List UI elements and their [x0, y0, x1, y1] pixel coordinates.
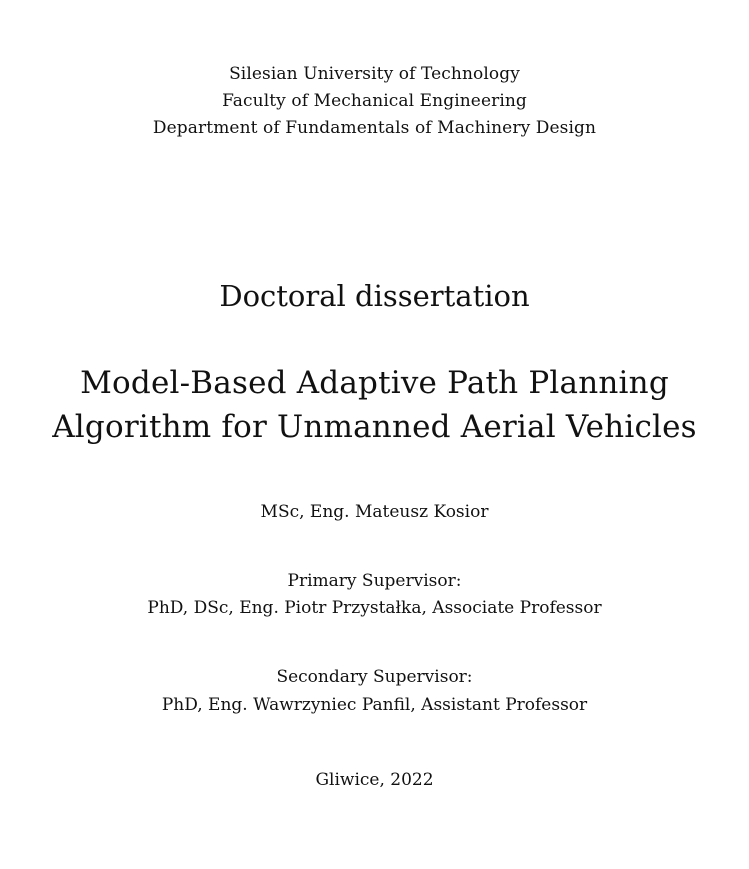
document-type: Doctoral dissertation: [219, 279, 530, 313]
secondary-supervisor-name: PhD, Eng. Wawrzyniec Panfil, Assistant Professor: [161, 695, 588, 715]
dissertation-title-line-2: Algorithm for Unmanned Aerial Vehicles: [52, 409, 697, 445]
primary-supervisor-name: PhD, DSc, Eng. Piotr Przystałka, Associate Professor: [147, 598, 602, 618]
secondary-supervisor-label: Secondary Supervisor:: [276, 667, 473, 687]
place-and-date: Gliwice, 2022: [315, 770, 434, 790]
primary-supervisor-label: Primary Supervisor:: [287, 571, 462, 591]
faculty-name: Faculty of Mechanical Engineering: [222, 91, 527, 111]
author-name: MSc, Eng. Mateusz Kosior: [260, 502, 489, 522]
department-name: Department of Fundamentals of Machinery Design: [152, 118, 597, 138]
university-name: Silesian University of Technology: [229, 64, 520, 84]
dissertation-title-line-1: Model-Based Adaptive Path Planning: [80, 365, 669, 401]
